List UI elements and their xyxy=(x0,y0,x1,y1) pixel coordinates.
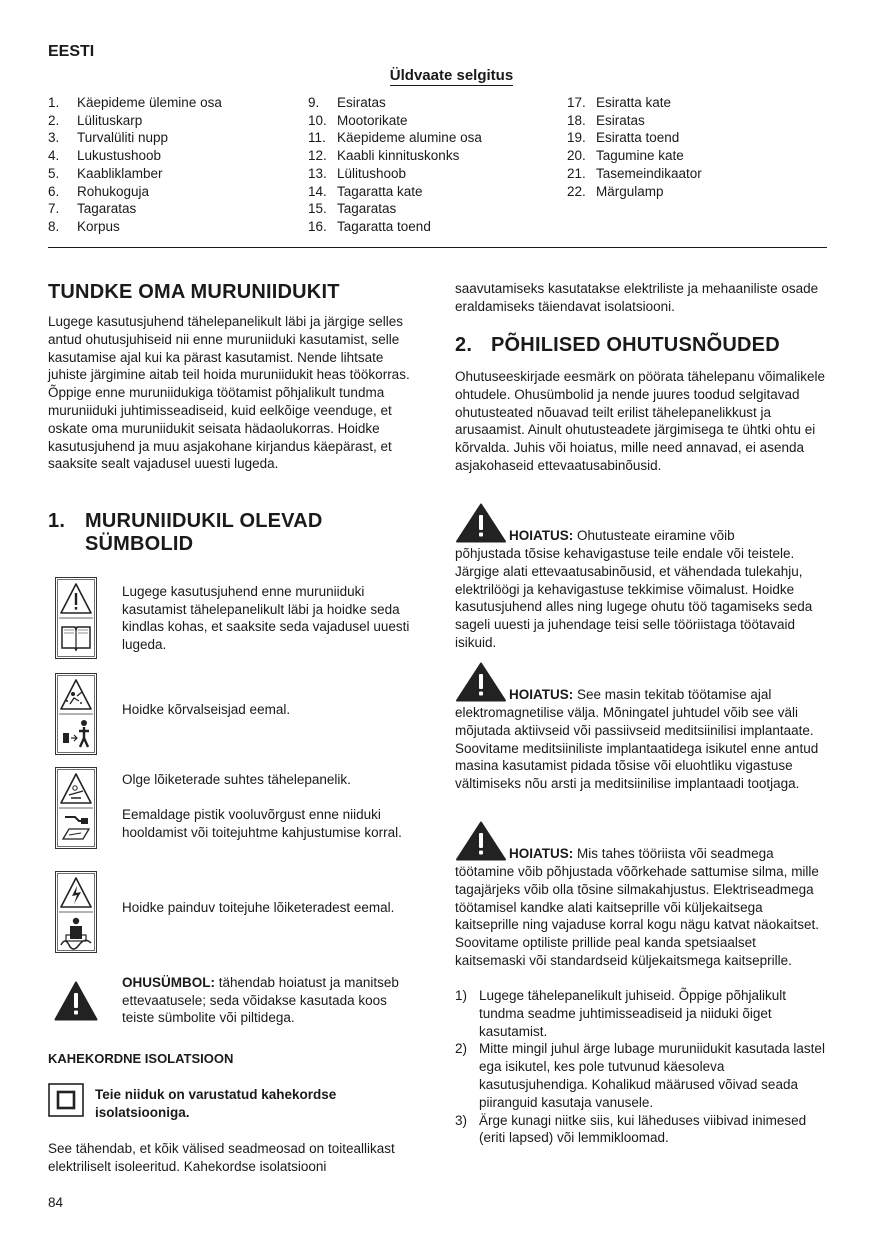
know-title: TUNDKE OMA MURUNIIDUKIT xyxy=(48,281,340,303)
list-item: 18. Esiratas xyxy=(567,112,645,128)
warning-icon xyxy=(455,503,507,548)
symbol-cable-text: Hoidke painduv toitejuhe lõiketeradest eemal. xyxy=(122,900,395,915)
symbol-unplug-text: Eemaldage pistik vooluvõrgust enne niiduki hooldamist või toitejuhtme kahjustumise korral. xyxy=(122,807,402,840)
list-item: 1. Käepideme ülemine osa xyxy=(48,95,222,110)
safety-list xyxy=(455,987,827,1147)
list-item: 14. Tagaratta kate xyxy=(308,183,423,199)
list-item: 20. Tagumine kate xyxy=(567,148,684,164)
list-item: 2) Mitte mingil juhul ärge lubage muruniidukit kasutada lastel ega isikutel, kes pole tutvunud käesoleva kasutusjuhendiga. Kohalikud määrused võivad seada piiranguid kasutaja vanusele. xyxy=(455,1041,825,1110)
list-item: 4. Lukustushoob xyxy=(48,148,162,164)
double-insulation-icon xyxy=(48,1083,84,1122)
list-item: 12. Kaabli kinnituskonks xyxy=(308,148,460,164)
list-item: 3) Ärge kunagi niitke siis, kui läheduses viibivad inimesed (eriti lapsed) või lemmikloomad. xyxy=(455,1112,807,1146)
safety-title: 2. PÕHILISED OHUTUSNÕUDED xyxy=(455,334,780,356)
symbol-bystanders-text: Hoidke kõrvalseisjad eemal. xyxy=(122,702,291,717)
overview-list-2 xyxy=(308,94,482,236)
warning-3-first: HOIATUS: Mis tahes tööriista või seadmega xyxy=(509,846,774,861)
symbol-manual xyxy=(55,577,97,659)
list-item: 13. Lülitushoob xyxy=(308,165,407,181)
list-item: 8. Korpus xyxy=(48,218,120,234)
list-item: 17. Esiratta kate xyxy=(567,95,672,110)
list-item: 11. Käepideme alumine osa xyxy=(308,130,482,146)
warning-2-first: HOIATUS: See masin tekitab töötamise ajal xyxy=(509,687,772,702)
list-item: 5. Kaabliklamber xyxy=(48,165,163,181)
list-item: 19. Esiratta toend xyxy=(567,130,680,146)
warning-1-text: põhjustada tõsise kehavigastuse teile endale või teistele. Järgige alati ettevaatusabinõusid, et vähendada tulekahju, elektrilöögi ja kehavigastuse tekkimise võimalust. Hoidke kasutusjuhend alles ning lugege ohutu töö tagamiseks seda sageli uuesti ja juhendage teisi selle tööriistaga töötavaid isikuid. xyxy=(455,546,813,650)
list-item: 9. Esiratas xyxy=(308,95,386,110)
hazard-warning-icon xyxy=(54,981,98,1026)
hazard-text: OHUSÜMBOL: tähendab hoiatust ja manitseb ettevaatusele; seda võidakse kasutada koos teiste sümbolite või piltidega. xyxy=(122,975,399,1025)
symbol-cable xyxy=(55,871,97,953)
symbol-manual-text: Lugege kasutusjuhend enne muruniiduki kasutamist tähelepanelikult läbi ja hoidke seda kindlas kohas, et saaksite seda vajadusel uuesti lugeda. xyxy=(122,584,410,652)
warning-1-first: HOIATUS: Ohutusteate eiramine võib xyxy=(509,528,735,543)
symbol-blades xyxy=(55,767,97,849)
symbol-bystanders xyxy=(55,673,97,755)
double-insulation-box-text: Teie niiduk on varustatud kahekordse isolatsiooniga. xyxy=(95,1087,337,1120)
continuation-text: saavutamiseks kasutatakse elektriliste ja mehaaniliste osade eraldamiseks täiendavat isolatsiooni. xyxy=(455,281,819,314)
list-item: 21. Tasemeindikaator xyxy=(567,165,702,181)
warning-icon xyxy=(455,821,507,866)
list-item: 7. Tagaratas xyxy=(48,201,137,217)
language-label: EESTI xyxy=(48,43,95,60)
overview-title: Üldvaate selgitus xyxy=(389,67,514,84)
double-insulation-title: KAHEKORDNE ISOLATSIOON xyxy=(48,1051,234,1066)
warning-icon xyxy=(455,662,507,707)
double-insulation-text: See tähendab, et kõik välised seadmeosad on toiteallikast elektriliselt isoleeritud. Kahekordse isolatsiooni xyxy=(48,1141,395,1174)
section-divider xyxy=(48,247,827,248)
list-item: 6. Rohukoguja xyxy=(48,183,150,199)
overview-list-3 xyxy=(567,94,702,200)
list-item: 1) Lugege tähelepanelikult juhiseid. Õppige põhjalikult tundma seadme juhtimisseadiseid ja niiduki õiget kasutamist. xyxy=(455,988,786,1039)
warning-2-text: elektromagnetilise välja. Mõningatel juhtudel võib see väli mõjutada aktiivseid või passiivseid meditsiinilisi implantaate. Soovitame meditsiiniliste implantaatidega isikutel enne antud masina kasutamist pidada tõsise või eluohtliku vigastuse vältimiseks nõu arsti ja meditsiinilise implantaadi tootjaga. xyxy=(455,705,819,792)
list-item: 15. Tagaratas xyxy=(308,201,397,217)
list-item: 2. Lülituskarp xyxy=(48,112,143,128)
overview-list-1 xyxy=(48,94,222,236)
list-item: 16. Tagaratta toend xyxy=(308,218,431,234)
safety-text: Ohutuseeskirjade eesmärk on pöörata tähelepanu võimalikele ohtudele. Ohusümbolid ja nende juures toodud selgitavad ohutusteated nõuavad teilt erilist tähelepanelikkust ja arusaamist. Ainult ohutusteadete järgimisega te ühtki ohtu ei kõrvalda. Juhis või hoiatus, mille need annavad, ei asenda asjakohaseid ettevaatusabinõusid. xyxy=(455,369,825,473)
page-number: 84 xyxy=(48,1195,64,1210)
know-text: Lugege kasutusjuhend tähelepanelikult läbi ja järgige selles antud ohutusjuhiseid nii enne muruniiduki kasutamist, selle kasutamise ajal kui ka pärast kasutamist. Nende lihtsate juhiste järgimine aitab teil hoida muruniidukit heas töökorras. Õppige enne muruniidukiga töötamist põhjalikult tundma muruniiduki juhtimisseadiseid, kuid eelkõige veenduge, et oskate oma muruniidukit seisata hädaolukorras. Hoidke kasutusjuhend ja muu asjakohane kirjandus käepärast, et saaksite sealt vajadusel uuesti lugeda. xyxy=(48,314,410,472)
list-item: 3. Turvalüliti nupp xyxy=(48,130,169,146)
list-item: 10. Mootorikate xyxy=(308,112,408,128)
symbol-blades-text: Olge lõiketerade suhtes tähelepanelik. xyxy=(122,772,351,787)
warning-3-text: töötamine võib põhjustada võõrkehade sattumise silma, mille tagajärjeks võib olla tõsine silmakahjustus. Elektriseadmega töötamisel kandke alati kaitseprille või küljekaitsega kaitseprille ning vajaduse korral kogu nägu katvat näokaitset. Soovitame optiliste prillide peal kanda spetsiaalset kaitsemaski või standardseid küljekaitsmega kaitseprille. xyxy=(455,864,819,968)
book-icon xyxy=(62,627,90,650)
symbols-title: 1. MURUNIIDUKIL OLEVAD SÜMBOLID xyxy=(48,510,323,555)
list-item: 22. Märgulamp xyxy=(567,183,664,199)
